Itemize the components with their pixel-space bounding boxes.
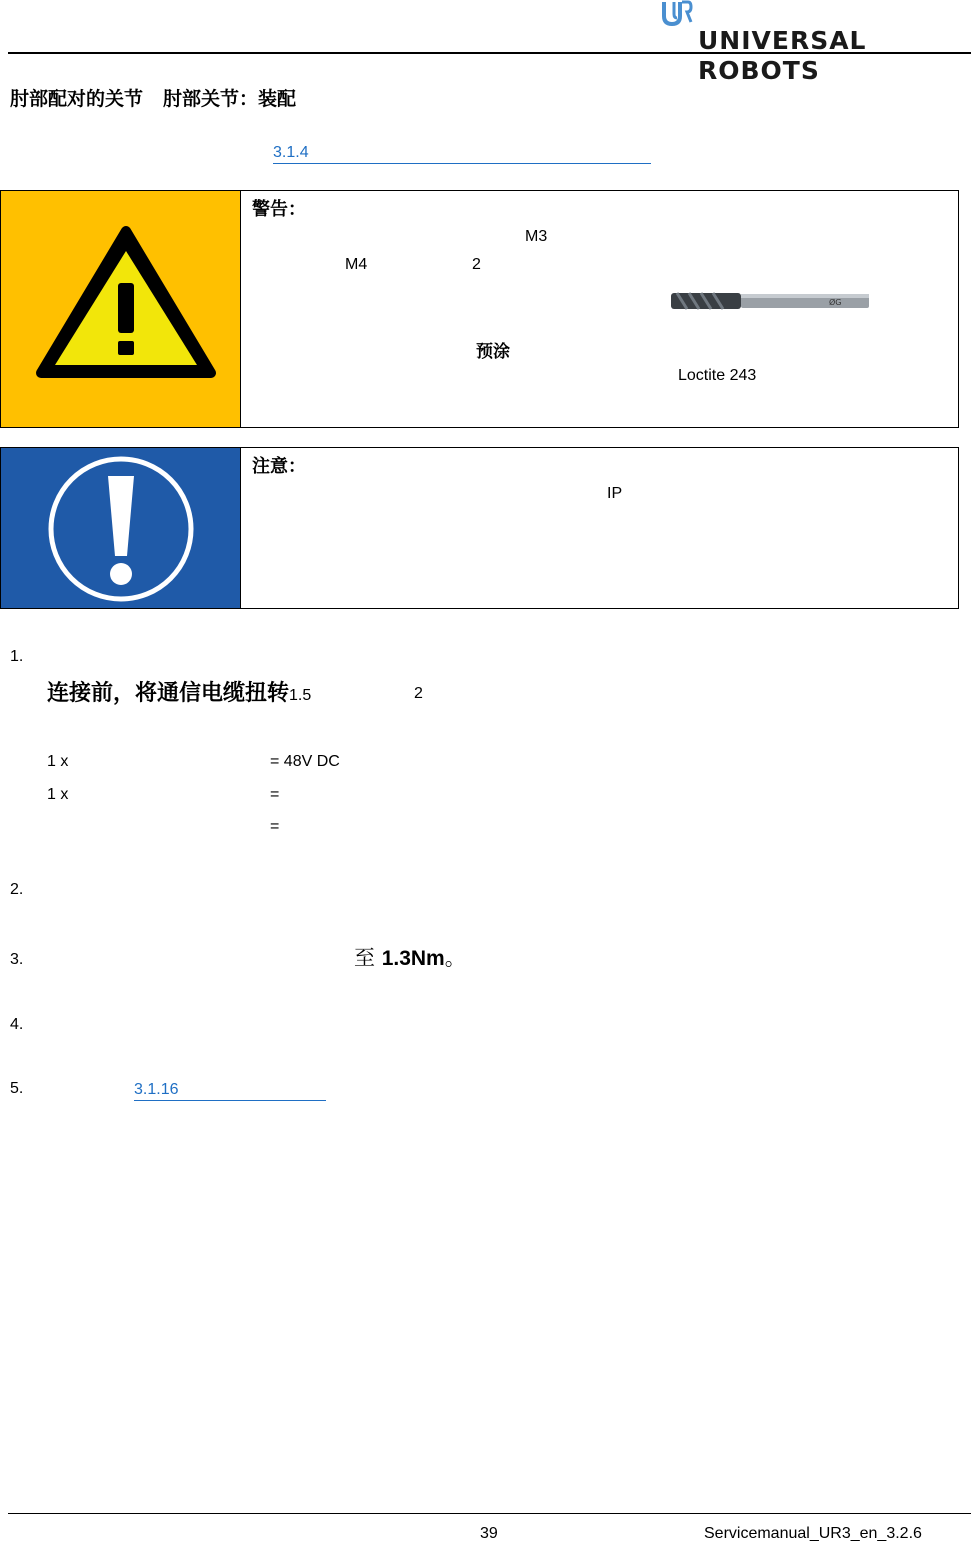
step-3-torque-value: 1.3Nm	[381, 947, 445, 970]
warning-loctite: Loctite 243	[678, 367, 757, 384]
cable-3-spec: =	[270, 818, 280, 835]
warning-num: 2	[472, 256, 481, 273]
note-icon-cell	[1, 448, 241, 608]
warning-triangle-icon	[1, 191, 240, 427]
warning-icon-cell	[1, 191, 241, 427]
step-1-number: 1.	[10, 648, 24, 665]
warning-m4: M4	[345, 256, 368, 273]
step-5-reference-link[interactable]: 3.1.16	[134, 1080, 326, 1101]
warning-box	[0, 190, 959, 428]
svg-text:ØG: ØG	[829, 298, 842, 307]
warning-heading: 警告：	[252, 199, 306, 220]
step-4-number: 4.	[10, 1016, 24, 1033]
step-3-number: 3.	[10, 951, 24, 968]
cable-1-spec: = 48V DC	[270, 753, 340, 770]
tap-tool-image	[669, 287, 869, 319]
brand-logo-text: UNIVERSAL ROBOTS	[698, 26, 867, 85]
step-3-prefix: 至	[354, 946, 375, 970]
step-2-number: 2.	[10, 881, 24, 898]
page-number: 39	[480, 1525, 498, 1542]
cable-2-spec: =	[270, 786, 280, 803]
header-rule	[8, 52, 971, 54]
note-ip: IP	[607, 485, 623, 502]
step-1-value: 1.5	[289, 687, 312, 704]
title-left: 肘部配对的关节	[10, 88, 144, 110]
warning-precoat: 预涂	[476, 342, 510, 362]
note-heading: 注意：	[252, 456, 306, 477]
note-box	[0, 447, 959, 609]
title-right: 肘部关节：装配	[163, 88, 297, 110]
page-title	[10, 86, 296, 112]
cable-2-qty: 1 x	[47, 786, 69, 803]
cable-1-qty: 1 x	[47, 753, 69, 770]
ur-logo-icon	[661, 0, 693, 30]
step-3-torque	[354, 942, 466, 972]
footer-rule	[8, 1513, 971, 1514]
step-1-text	[47, 676, 311, 707]
step-1-value-2: 2	[414, 685, 423, 702]
step-5-number: 5.	[10, 1080, 24, 1097]
warning-m3: M3	[525, 228, 548, 245]
step-1-instruction: 连接前，将通信电缆扭转	[47, 681, 290, 706]
section-reference-link[interactable]: 3.1.4	[273, 143, 651, 164]
exclamation-circle-icon	[1, 448, 240, 608]
document-id: Servicemanual_UR3_en_3.2.6	[704, 1525, 922, 1542]
step-3-suffix: 。	[444, 946, 466, 970]
